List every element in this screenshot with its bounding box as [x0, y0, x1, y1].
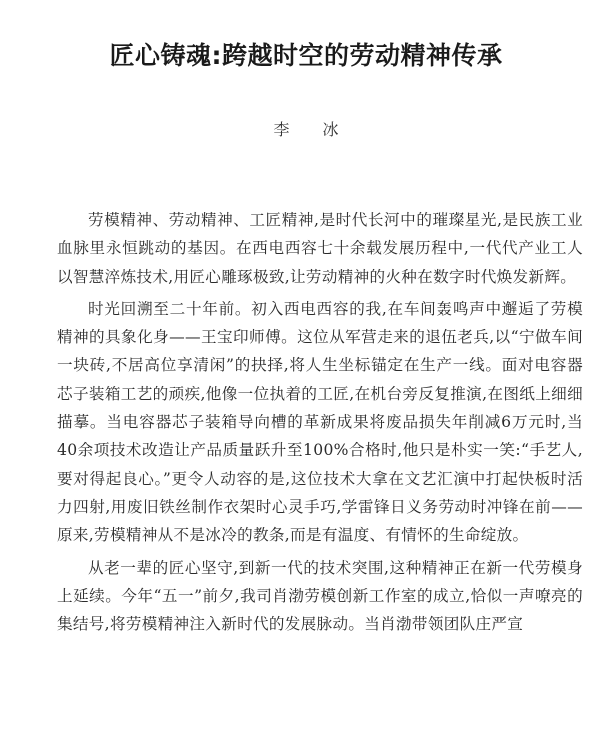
body-paragraph: 时光回溯至二十年前。初入西电西容的我,在车间轰鸣声中邂逅了劳模精神的具象化身——王宝印师傅。这位从军营走来的退伍老兵,以“宁做车间一块砖,不居高位享清闲”的抉择,将人生坐标锚定在生产一线。面对电容器芯子装箱工艺的顽疾,他像一位执着的工匠,在机台旁反复推演,在图纸上细细描摹。当电容器芯子装箱导向槽的革新成果将废品损失年削减6万元时,当40余项技术改造让产品质量跃升至100%合格时,他只是朴实一笑:“手艺人,要对得起良心。”更令人动容的是,这位技术大拿在文艺汇演中打起快板时活力四射,用废旧铁丝制作衣架时心灵手巧,学雷锋日义务劳动时冲锋在前——原来,劳模精神从不是冰冷的教条,而是有温度、有情怀的生命绽放。: [57, 299, 583, 545]
article-author: 李 冰: [273, 120, 353, 139]
body-paragraph: 劳模精神、劳动精神、工匠精神,是时代长河中的璀璨星光,是民族工业血脉里永恒跳动的基因。在西电西容七十余载发展历程中,一代代产业工人以智慧淬炼技术,用匠心雕琢极致,让劳动精神的火种在数字时代焕发新辉。: [57, 211, 583, 286]
article-body: [57, 206, 583, 642]
article-title: 匠心铸魂:跨越时空的劳动精神传承: [109, 41, 503, 70]
body-paragraph: 从老一辈的匠心坚守,到新一代的技术突围,这种精神正在新一代劳模身上延续。今年“五一”前夕,我司肖渤劳模创新工作室的成立,恰似一声嘹亮的集结号,将劳模精神注入新时代的发展脉动。当肖渤带领团队庄严宣: [57, 558, 583, 634]
